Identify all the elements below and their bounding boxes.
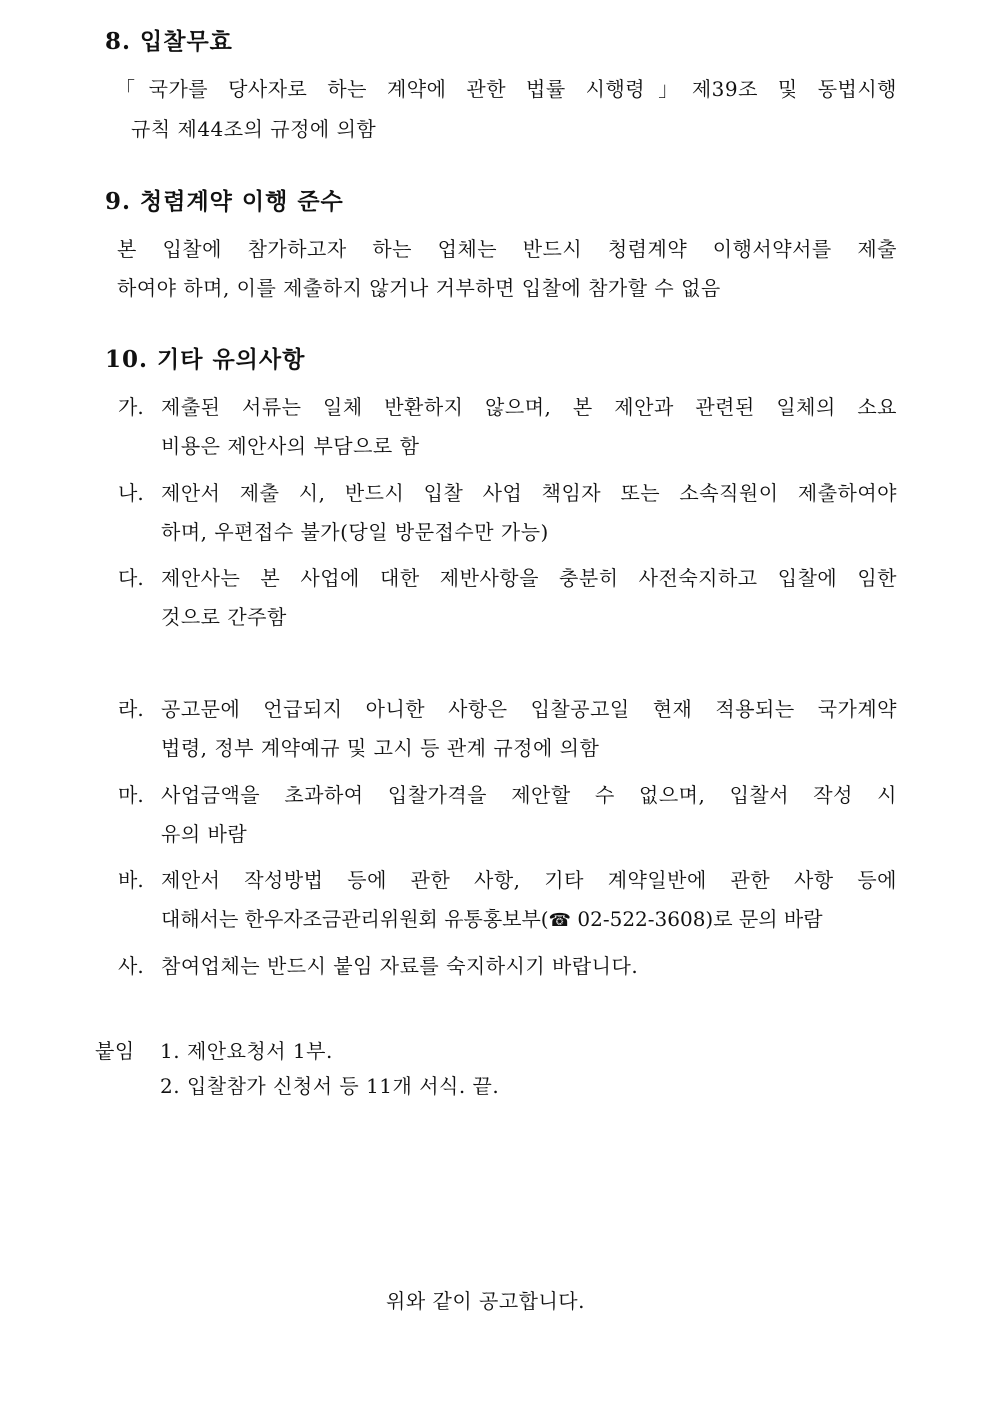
section-10-heading: 10. 기타 유의사항 (105, 346, 306, 373)
item-ga-line-1: 제출된 서류는 일체 반환하지 않으며, 본 제안과 관련된 일체의 소요 (161, 395, 897, 419)
section-8-line-2: 규칙 제44조의 규정에 의함 (131, 117, 377, 141)
item-ga-line-2: 비용은 제안사의 부담으로 함 (161, 434, 420, 458)
attachment-label: 붙임 (95, 1039, 135, 1063)
item-marker: 라. (118, 697, 144, 721)
item-marker: 바. (118, 868, 144, 892)
item-ba-line-1: 제안서 작성방법 등에 관한 사항, 기타 계약일반에 관한 사항 등에 (161, 868, 897, 892)
attachment-item-2: 2. 입찰참가 신청서 등 11개 서식. 끝. (160, 1074, 500, 1098)
item-na-line-2: 하며, 우편접수 불가(당일 방문접수만 가능) (161, 520, 549, 544)
item-da-line-2: 것으로 간주함 (161, 605, 287, 629)
section-8-heading: 8. 입찰무효 (105, 28, 233, 55)
item-ba-line-2-text: 대해서는 한우자조금관리위원회 유통홍보부( (161, 907, 549, 931)
item-ma-line-1: 사업금액을 초과하여 입찰가격을 제안할 수 없으며, 입찰서 작성 시 (161, 783, 897, 807)
section-8-line-1: 「국가를 당사자로 하는 계약에 관한 법률 시행령」제39조 및 동법시행 (115, 77, 897, 101)
telephone-icon: ☎ (548, 910, 572, 931)
section-9-line-2: 하여야 하며, 이를 제출하지 않거나 거부하면 입찰에 참가할 수 없음 (117, 276, 721, 300)
item-marker: 가. (118, 395, 144, 419)
phone-number-text: 02-522-3608)로 문의 바람 (571, 907, 823, 931)
item-marker: 사. (118, 954, 144, 978)
section-9-heading: 9. 청렴계약 이행 준수 (105, 188, 344, 215)
item-ma-line-2: 유의 바람 (161, 822, 248, 846)
closing-statement: 위와 같이 공고합니다. (386, 1289, 585, 1313)
item-ra-line-2: 법령, 정부 계약예규 및 고시 등 관계 규정에 의함 (161, 736, 600, 760)
item-da-line-1: 제안사는 본 사업에 대한 제반사항을 충분히 사전숙지하고 입찰에 임한 (161, 566, 897, 590)
item-marker: 나. (118, 481, 144, 505)
item-marker: 다. (118, 566, 144, 590)
item-marker: 마. (118, 783, 144, 807)
attachment-item-1: 1. 제안요청서 1부. (160, 1039, 333, 1063)
item-sa-line-1: 참여업체는 반드시 붙임 자료를 숙지하시기 바랍니다. (161, 954, 639, 978)
section-9-line-1: 본 입찰에 참가하고자 하는 업체는 반드시 청렴계약 이행서약서를 제출 (117, 237, 897, 261)
item-ba-line-2 (161, 903, 823, 932)
item-na-line-1: 제안서 제출 시, 반드시 입찰 사업 책임자 또는 소속직원이 제출하여야 (161, 481, 897, 505)
item-ra-line-1: 공고문에 언급되지 아니한 사항은 입찰공고일 현재 적용되는 국가계약 (161, 697, 898, 721)
